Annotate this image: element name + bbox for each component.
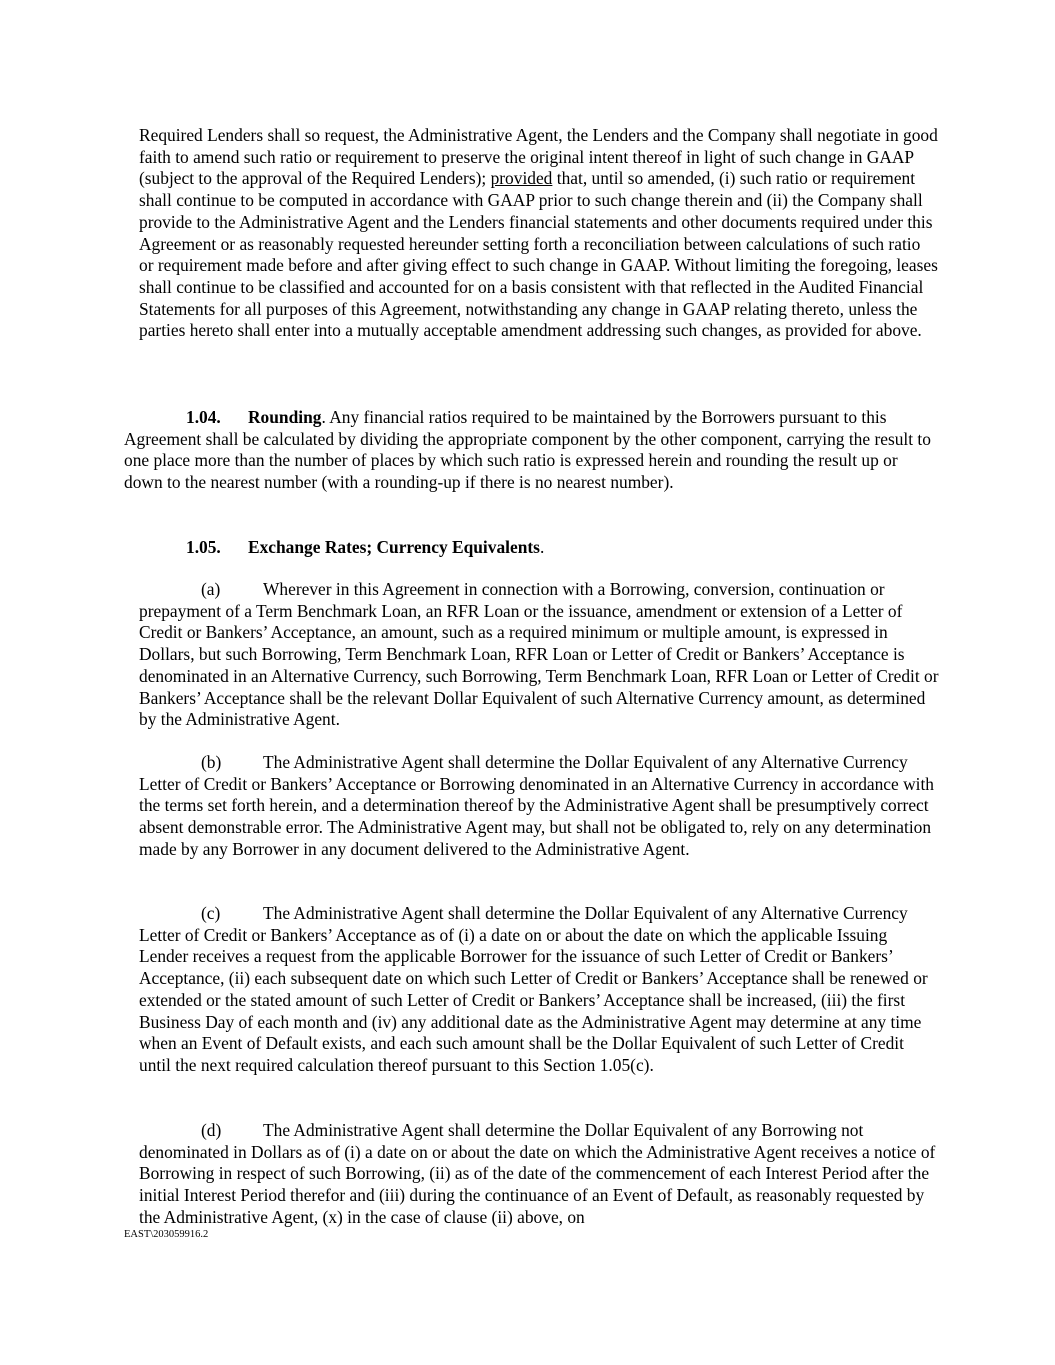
clause-d-label: (d) — [201, 1120, 222, 1140]
section-1-05-heading — [124, 537, 939, 559]
section-1-05-title-end: . — [539, 537, 545, 557]
clause-a-paragraph — [139, 579, 939, 731]
clause-b-label: (b) — [201, 752, 222, 772]
clause-c-text: The Administrative Agent shall determine the Dollar Equivalent of any Alternative Currency Letter of Credit or Bankers’ Acceptance as of (i) a date on or about the date on which the applicable Issuing Lender receives a request from the applicable Borrower for the issuance of such Letter of Credit or Bankers’ Acceptance, (ii) each subsequent date on which such Letter of Credit or Bankers’ Acceptance shall be renewed or extended or the stated amount of such Letter of Credit or Bankers’ Acceptance shall be increased, (iii) the first Business Day of each month and (iv) any additional date as the Administrative Agent may determine at any time when an Event of Default exists, and each such amount shall be the Dollar Equivalent of such Letter of Credit until the next required calculation thereof pursuant to this Section 1.05(c). — [139, 903, 928, 1075]
intro-text-after: that, until so amended, (i) such ratio or requirement shall continue to be computed in accordance with GAAP prior to such change therein and (ii) the Company shall provide to the Administrative Agent and the Lenders financial statements and other documents required under this Agreement or as reasonably requested hereunder setting forth a reconciliation between calculations of such ratio or requirement made before and after giving effect to such change in GAAP. Without limiting the foregoing, leases shall continue to be classified and accounted for on a basis consistent with that reflected in the Audited Financial Statements for all purposes of this Agreement, notwithstanding any change in GAAP relating thereto, unless the parties hereto shall enter into a mutually acceptable amendment addressing such changes, as provided for above. — [139, 168, 938, 341]
section-1-05-title: Exchange Rates; Currency Equivalents — [248, 537, 540, 557]
provided-term: provided — [490, 168, 553, 189]
intro-paragraph — [139, 125, 939, 342]
section-1-04-number: 1.04. — [186, 407, 221, 427]
section-1-04-paragraph — [124, 407, 939, 494]
section-1-05-number: 1.05. — [186, 537, 221, 557]
clause-b-paragraph — [139, 752, 939, 861]
clause-a-label: (a) — [201, 579, 221, 599]
section-1-04-title: Rounding — [248, 407, 322, 427]
document-id-footer: EAST\203059916.2 — [124, 1229, 209, 1240]
clause-a-text: Wherever in this Agreement in connection with a Borrowing, conversion, continuation or prepayment of a Term Benchmark Loan, an RFR Loan or the issuance, amendment or extension of a Letter of Credit or Bankers’ Acceptance, an amount, such as a required minimum or multiple amount, is expressed in Dollars, but such Borrowing, Term Benchmark Loan, RFR Loan or Letter of Credit or Bankers’ Acceptance is denominated in an Alternative Currency, such Borrowing, Term Benchmark Loan, RFR Loan or Letter of Credit or Bankers’ Acceptance shall be the relevant Dollar Equivalent of such Alternative Currency amount, as determined by the Administrative Agent. — [139, 579, 939, 730]
clause-c-label: (c) — [201, 903, 221, 923]
section-1-04-body: . Any financial ratios required to be maintained by the Borrowers pursuant to this Agreement shall be calculated by dividing the appropriate component by the other component, carrying the result to one place more than the number of places by which such ratio is expressed herein and rounding the result up or down to the nearest number (with a rounding-up if there is no nearest number). — [124, 407, 931, 493]
clause-d-paragraph — [139, 1120, 939, 1229]
intro-text-before: Required Lenders shall so request, the Administrative Agent, the Lenders and the Company shall negotiate in good faith to amend such ratio or requirement to preserve the original intent thereof in light of such change in GAAP (subject to the approval of the Required Lenders); — [139, 125, 938, 189]
clause-b-text: The Administrative Agent shall determine the Dollar Equivalent of any Alternative Currency Letter of Credit or Bankers’ Acceptance or Borrowing denominated in an Alternative Currency in accordance with the terms set forth herein, and a determination thereof by the Administrative Agent shall be presumptively correct absent demonstrable error. The Administrative Agent may, but shall not be obligated to, rely on any determination made by any Borrower in any document delivered to the Administrative Agent. — [139, 752, 934, 859]
clause-c-paragraph — [139, 903, 939, 1077]
clause-d-text: The Administrative Agent shall determine the Dollar Equivalent of any Borrowing not denominated in Dollars as of (i) a date on or about the date on which the Administrative Agent receives a notice of Borrowing in respect of such Borrowing, (ii) as of the date of the commencement of each Interest Period after the initial Interest Period therefor and (iii) during the continuance of an Event of Default, as reasonably requested by the Administrative Agent, (x) in the case of clause (ii) above, on — [139, 1120, 936, 1227]
